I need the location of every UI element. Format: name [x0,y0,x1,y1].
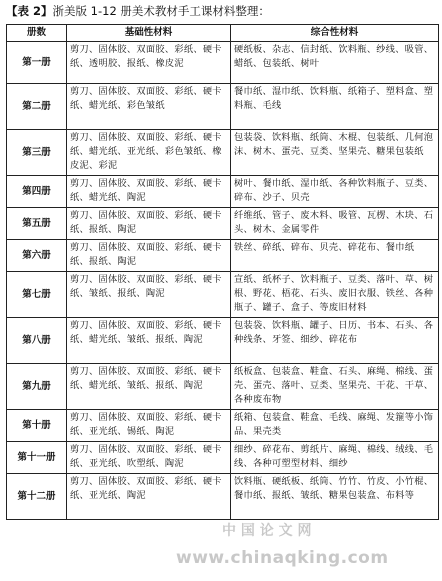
comprehensive-materials-cell: 包装袋、饮料瓶、纸筒、木棍、包装纸、几何泡沫、树木、蛋壳、豆类、坚果壳、糖果包装纸 [231,130,439,176]
table-row [7,442,439,474]
grade-cell: 第三册 [7,130,67,176]
grade-cell: 第九册 [7,364,67,410]
comprehensive-materials-cell: 铁丝、碎纸、碎布、贝壳、碎花布、餐巾纸 [231,240,439,272]
basic-materials-cell: 剪刀、固体胶、双面胶、彩纸、硬卡纸、蜡光纸、彩色皱纸 [67,84,231,130]
grade-cell: 第六册 [7,240,67,272]
comprehensive-materials-cell: 硬纸板、杂志、信封纸、饮料瓶、纱线、吸管、蜡纸、包装纸、树叶 [231,42,439,84]
table-row [7,130,439,176]
header-grade: 册数 [7,25,67,42]
table-body [7,42,439,520]
comprehensive-materials-cell: 纸板盒、包装盒、鞋盒、石头、麻绳、棉线、蛋壳、蛋壳、落叶、豆类、坚果壳、干花、干草、各种废布物 [231,364,439,410]
basic-materials-cell: 剪刀、固体胶、双面胶、彩纸、硬卡纸、亚光纸、吹塑纸、陶泥 [67,442,231,474]
grade-cell: 第十册 [7,410,67,442]
comprehensive-materials-cell: 餐巾纸、湿巾纸、饮料瓶、纸箱子、塑料盒、塑料瓶、毛线 [231,84,439,130]
grade-cell: 第十一册 [7,442,67,474]
document-title [6,2,270,20]
table-row [7,208,439,240]
watermark-url: www.chinaqking.com [176,548,389,568]
header-basic: 基础性材料 [67,25,231,42]
basic-materials-cell: 剪刀、固体胶、双面胶、彩纸、硬卡纸、皱纸、报纸、陶泥 [67,272,231,318]
grade-cell: 第十二册 [7,474,67,520]
basic-materials-cell: 剪刀、固体胶、双面胶、彩纸、硬卡纸、透明胶、报纸、橡皮泥 [67,42,231,84]
grade-cell: 第七册 [7,272,67,318]
table-header-row [7,25,439,42]
title-text: 浙美版 1-12 册美术教材手工课材料整理： [52,4,270,18]
table-row [7,410,439,442]
comprehensive-materials-cell: 纤维纸、管子、废木料、吸管、瓦楞、木块、石头、树木、金属零件 [231,208,439,240]
basic-materials-cell: 剪刀、固体胶、双面胶、彩纸、硬卡纸、亚光纸、陶泥 [67,474,231,520]
table-tag: 【表 2】 [6,4,53,18]
table-row [7,474,439,520]
basic-materials-cell: 剪刀、固体胶、双面胶、彩纸、硬卡纸、报纸、陶泥 [67,208,231,240]
table-row [7,42,439,84]
comprehensive-materials-cell: 宣纸、纸杯子、饮料瓶子、豆类、落叶、草、树根、野花、梧花、石头、废旧衣服、铁丝、各种瓶子、罐子、盒子、等废旧材料 [231,272,439,318]
table-row [7,176,439,208]
table-row [7,364,439,410]
comprehensive-materials-cell: 饮料瓶、硬纸板、纸筒、竹竹、竹皮、小竹棍、餐巾纸、报纸、皱纸、糖果包装盒、布料等 [231,474,439,520]
basic-materials-cell: 剪刀、固体胶、双面胶、彩纸、硬卡纸、蜡光纸、亚光纸、彩色皱纸、橡皮泥、彩泥 [67,130,231,176]
comprehensive-materials-cell: 树叶、餐巾纸、湿巾纸、各种饮料瓶子、豆类、碎布、沙子、贝壳 [231,176,439,208]
grade-cell: 第四册 [7,176,67,208]
table-row [7,318,439,364]
table-row [7,272,439,318]
grade-cell: 第二册 [7,84,67,130]
grade-cell: 第八册 [7,318,67,364]
header-comprehensive: 综合性材料 [231,25,439,42]
materials-table [6,24,439,520]
comprehensive-materials-cell: 细纱、碎花布、剪纸片、麻绳、棉线、绒线、毛线、各种可塑型材料、细纱 [231,442,439,474]
grade-cell: 第五册 [7,208,67,240]
comprehensive-materials-cell: 包装袋、饮料瓶、罐子、日历、书本、石头、各种线条、牙签、细纱、碎花布 [231,318,439,364]
table-row [7,240,439,272]
watermark-cn: 中 国 论 文 网 [222,523,312,539]
basic-materials-cell: 剪刀、固体胶、双面胶、彩纸、硬卡纸、蜡光纸、陶泥 [67,176,231,208]
table-row [7,84,439,130]
basic-materials-cell: 剪刀、固体胶、双面胶、彩纸、硬卡纸、报纸、陶泥 [67,240,231,272]
basic-materials-cell: 剪刀、固体胶、双面胶、彩纸、硬卡纸、亚光纸、锡纸、陶泥 [67,410,231,442]
basic-materials-cell: 剪刀、固体胶、双面胶、彩纸、硬卡纸、蜡光纸、皱纸、报纸、陶泥 [67,364,231,410]
grade-cell: 第一册 [7,42,67,84]
basic-materials-cell: 剪刀、固体胶、双面胶、彩纸、硬卡纸、蜡光纸、皱纸、报纸、陶泥 [67,318,231,364]
comprehensive-materials-cell: 纸箱、包装盒、鞋盒、毛线、麻绳、发箍等小饰品、果壳类 [231,410,439,442]
